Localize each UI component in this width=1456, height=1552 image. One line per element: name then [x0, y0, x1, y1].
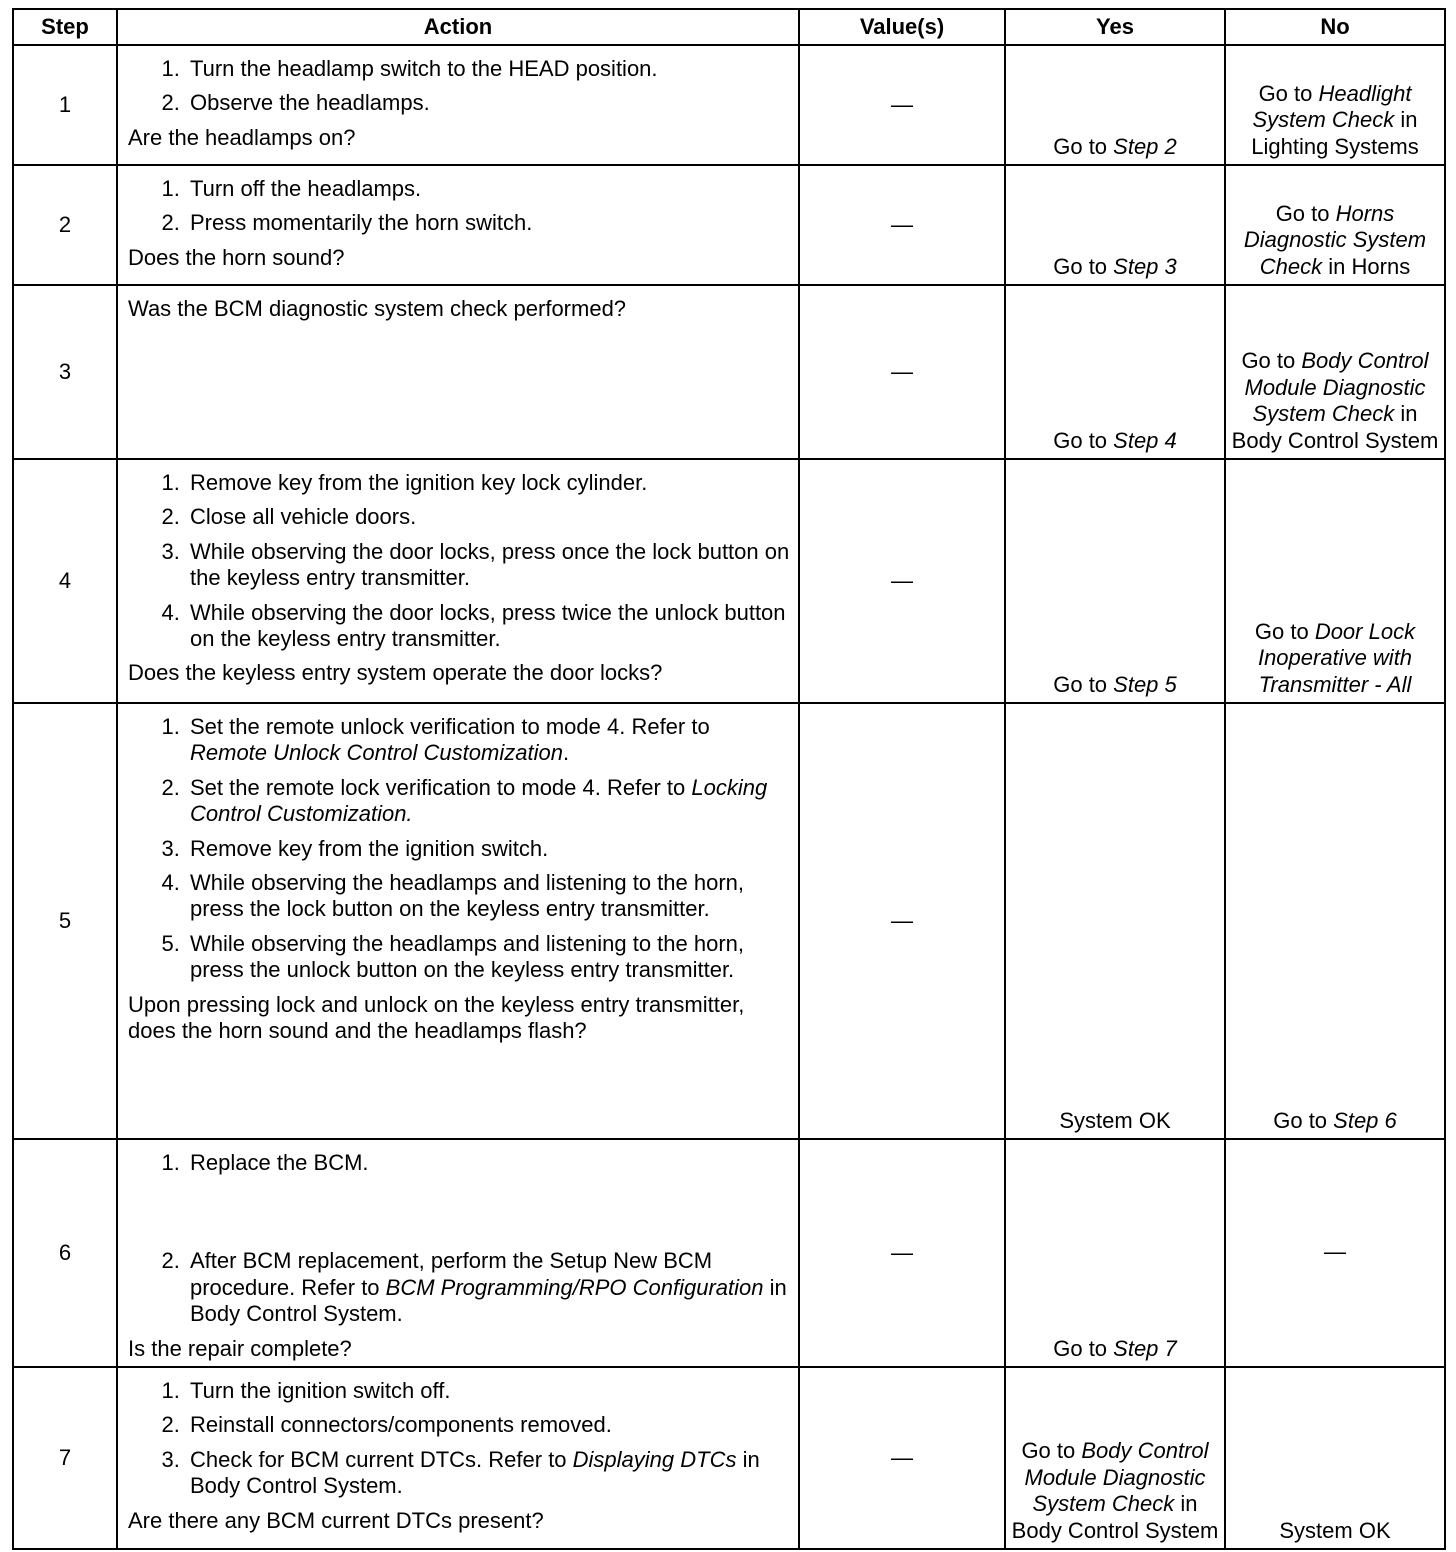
no-cell: Go to Door Lock Inoperative with Transmitter - All — [1225, 459, 1445, 703]
action-list — [128, 176, 790, 237]
value-cell: — — [799, 1367, 1005, 1549]
no-cell: System OK — [1225, 1367, 1445, 1549]
action-cell — [117, 459, 799, 703]
list-item: 2. Close all vehicle doors. — [186, 504, 790, 530]
action-question: Are there any BCM current DTCs present? — [128, 1507, 544, 1533]
diagnostic-table — [12, 8, 1446, 1550]
list-item: 1. Turn the headlamp switch to the HEAD position. — [186, 56, 790, 82]
step-reference: Step 5 — [1113, 671, 1177, 697]
section-reference: Body Control Module Diagnostic System Check — [1024, 1438, 1209, 1517]
list-item: 1. Turn off the headlamps. — [186, 176, 790, 202]
step-number: 3 — [13, 285, 117, 459]
section-reference: Displaying DTCs — [572, 1446, 737, 1472]
step-reference: Step 6 — [1333, 1107, 1397, 1133]
step-number: 4 — [13, 459, 117, 703]
action-list — [128, 1150, 790, 1328]
list-item: 3. While observing the door locks, press once the lock button on the keyless entry transmitter. — [186, 539, 790, 592]
section-reference: Door Lock Inoperative with Transmitter - All — [1257, 618, 1416, 697]
action-list — [128, 1378, 790, 1500]
action-list — [128, 56, 790, 117]
step-number: 7 — [13, 1367, 117, 1549]
header-step: Step — [13, 9, 117, 45]
header-no: No — [1225, 9, 1445, 45]
step-reference: Step 4 — [1113, 427, 1177, 453]
action-list — [128, 470, 790, 652]
table-row — [13, 45, 1445, 165]
no-cell: Go to Horns Diagnostic System Check in Horns — [1225, 165, 1445, 285]
section-reference: Headlight System Check — [1252, 80, 1412, 133]
no-cell: Go to Body Control Module Diagnostic System Check in Body Control System — [1225, 285, 1445, 459]
action-question: Are the headlamps on? — [128, 124, 356, 150]
section-reference: BCM Programming/RPO Configuration — [385, 1274, 764, 1300]
table-row — [13, 459, 1445, 703]
value-cell: — — [799, 45, 1005, 165]
yes-cell: System OK — [1005, 703, 1225, 1139]
list-item: 1. Replace the BCM. — [186, 1150, 790, 1176]
list-item: 2. Observe the headlamps. — [186, 90, 790, 116]
list-item: 5. While observing the headlamps and listening to the horn, press the unlock button on the keyless entry transmitter. — [186, 931, 790, 984]
yes-cell: Go to Step 4 — [1005, 285, 1225, 459]
no-cell: Go to Step 6 — [1225, 703, 1445, 1139]
yes-cell: Go to Step 3 — [1005, 165, 1225, 285]
step-reference: Step 3 — [1113, 253, 1177, 279]
action-question: Was the BCM diagnostic system check performed? — [128, 296, 627, 321]
value-cell: — — [799, 1139, 1005, 1367]
header-row — [13, 9, 1445, 45]
step-number: 2 — [13, 165, 117, 285]
action-cell — [117, 703, 799, 1139]
action-list — [128, 714, 790, 984]
action-cell — [117, 45, 799, 165]
list-item: 4. While observing the headlamps and listening to the horn, press the lock button on the keyless entry transmitter. — [186, 870, 790, 923]
section-reference: Horns Diagnostic System Check — [1243, 200, 1427, 279]
yes-cell: Go to Step 5 — [1005, 459, 1225, 703]
section-reference: Body Control Module Diagnostic System Check — [1244, 348, 1429, 427]
list-item: 2. After BCM replacement, perform the Setup New BCM procedure. Refer to BCM Programming/RPO Configuration in Body Control System. — [186, 1248, 790, 1327]
action-cell — [117, 165, 799, 285]
section-reference: Remote Unlock Control Customization — [190, 740, 563, 766]
table-row — [13, 1139, 1445, 1367]
action-cell — [117, 285, 799, 459]
action-cell — [117, 1139, 799, 1367]
list-spacer — [186, 1184, 790, 1240]
step-number: 1 — [13, 45, 117, 165]
no-cell: Go to Headlight System Check in Lighting Systems — [1225, 45, 1445, 165]
value-cell: — — [799, 459, 1005, 703]
step-reference: Step 7 — [1113, 1335, 1177, 1361]
list-item: 1. Remove key from the ignition key lock cylinder. — [186, 470, 790, 496]
list-item: 4. While observing the door locks, press twice the unlock button on the keyless entry transmitter. — [186, 600, 790, 653]
action-question: Upon pressing lock and unlock on the keyless entry transmitter, does the horn sound and the headlamps flash? — [128, 991, 745, 1043]
list-item: 1. Set the remote unlock verification to mode 4. Refer to Remote Unlock Control Customization. — [186, 714, 790, 767]
action-cell — [117, 1367, 799, 1549]
table-row — [13, 285, 1445, 459]
list-item: 2. Reinstall connectors/components removed. — [186, 1412, 790, 1438]
yes-cell: Go to Step 2 — [1005, 45, 1225, 165]
no-cell: — — [1225, 1139, 1445, 1367]
table-row — [13, 1367, 1445, 1549]
list-item: 3. Remove key from the ignition switch. — [186, 836, 790, 862]
header-action: Action — [117, 9, 799, 45]
value-cell: — — [799, 703, 1005, 1139]
step-number: 6 — [13, 1139, 117, 1367]
yes-cell: Go to Body Control Module Diagnostic System Check in Body Control System — [1005, 1367, 1225, 1549]
table-row — [13, 703, 1445, 1139]
step-reference: Step 2 — [1113, 133, 1177, 159]
value-cell: — — [799, 165, 1005, 285]
value-cell: — — [799, 285, 1005, 459]
action-question: Does the horn sound? — [128, 244, 345, 270]
section-reference: Locking Control Customization. — [190, 774, 768, 827]
list-item: 2. Press momentarily the horn switch. — [186, 210, 790, 236]
action-question: Does the keyless entry system operate the door locks? — [128, 660, 663, 686]
action-question: Is the repair complete? — [128, 1335, 352, 1361]
list-item: 1. Turn the ignition switch off. — [186, 1378, 790, 1404]
header-yes: Yes — [1005, 9, 1225, 45]
table-row — [13, 165, 1445, 285]
list-item: 3. Check for BCM current DTCs. Refer to Displaying DTCs in Body Control System. — [186, 1447, 790, 1500]
header-values: Value(s) — [799, 9, 1005, 45]
list-item: 2. Set the remote lock verification to mode 4. Refer to Locking Control Customization. — [186, 775, 790, 828]
step-number: 5 — [13, 703, 117, 1139]
yes-cell: Go to Step 7 — [1005, 1139, 1225, 1367]
